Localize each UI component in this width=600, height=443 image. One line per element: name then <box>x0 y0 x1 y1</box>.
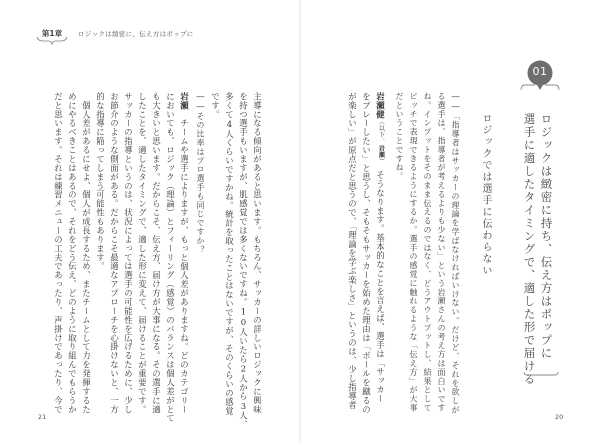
body-line: サッカーの指導というのは、状況によっては選手の可能性を広げるために、少し <box>123 92 134 414</box>
chapter-tag <box>36 28 68 46</box>
speaker-line <box>180 92 188 414</box>
question-line: ――その比率はプロ選手も同じですか？ <box>196 92 205 255</box>
body-line: ピッチで表現できるようにするか。選手の感覚に触れるような「伝え方」が大事 <box>409 92 418 413</box>
badge-bracket-icon <box>520 80 560 92</box>
body-line: ね。インプットをそのまま伝えるのではなく、どうアウトプットし、結果として <box>423 92 432 413</box>
page-number-right: 20 <box>555 413 564 421</box>
body-line: だということですね。 <box>395 92 404 181</box>
speaker-line <box>376 92 384 403</box>
speaker-name: 岩瀬健 <box>375 92 386 119</box>
chapter-header <box>36 28 194 48</box>
speaker-text: チームや選手によりますが、もっと個人差がありますね。どのカテゴリー <box>179 118 190 414</box>
body-line: も大きいと思います。だからこそ、伝え方、届け方が大事になる。その選手に適 <box>151 92 162 414</box>
speaker-name: 岩瀬 <box>179 92 190 110</box>
section-heading-line-2: 選手に適したタイミングで、適した形で届ける <box>522 113 537 386</box>
body-line: をプレーしたい」と思うし、そもそもサッカーを始めた理由は「ボールを蹴るの <box>361 92 372 414</box>
body-line: においても、ロジック（理論）とフィーリング（感覚）のバランスは個人差がとて <box>165 92 176 423</box>
body-line: 主導になる傾向があると思います。もちろん、サッカーの詳しいロジックに興味 <box>252 92 263 414</box>
brace-icon <box>36 36 68 46</box>
body-line: めにやるべきことはあるので、それをどう伝え、どのように取り組んでもらうか <box>67 92 78 414</box>
body-line: ――「指導者はサッカーの理論を学ばなければいけない。だけど、それを欲しが <box>451 92 460 415</box>
heading-bottom-bracket-icon <box>523 371 559 377</box>
body-line: を持つ選手もいますが、肌感覚では多くないですね。10人いたら2人から3人、 <box>238 92 249 430</box>
page-number-left: 21 <box>38 413 47 421</box>
body-line: です。 <box>210 92 221 119</box>
section-heading-line-1: ロジックは緻密に持ち、伝え方はポップに <box>539 113 554 360</box>
speaker-note-open: （以下、 <box>377 118 385 146</box>
section-number: 01 <box>532 65 548 78</box>
body-line: が楽しい」が原点だと思うので、「理論を学ぶ楽しさ」というのは、少し指導者 <box>347 92 358 410</box>
body-line: 多くて4人くらいですかね。統計を取ったことはないですが、そのくらいの感覚 <box>224 92 235 416</box>
speaker-text: そうなります。基本的なことを言えば、選手は「サッカー <box>375 170 386 404</box>
body-line: だと思います。それは練習メニューの工夫であったり、声掛けであったり、今で <box>53 92 64 414</box>
chapter-tag-label: 第1章 <box>41 29 63 38</box>
body-line: 的な指導に陥ってしまう可能性もあります。 <box>95 92 106 271</box>
speaker-note-name: 岩瀬 <box>377 145 385 159</box>
body-line: お節介のような側面がある。だからこそ最適なアプローチを心掛けないと、一方 <box>109 92 120 414</box>
body-line: る選手は、指導者が考えるよりも少ない」という岩瀬さんの考え方は面白いです <box>437 92 446 413</box>
page-gutter <box>299 0 301 443</box>
chapter-title: ロジックは緻密に、伝え方はポップに <box>78 30 194 38</box>
body-line: 個人差があるにせよ、個人が成長するため、またチームとして力を発揮するた <box>81 92 92 414</box>
speaker-note-close: ） <box>377 158 385 162</box>
body-line: したことを、適したタイミングで、適した形に変えて、届けることが重要です。 <box>137 92 148 414</box>
subheading: ロジックでは選手に伝わらない <box>480 113 491 277</box>
